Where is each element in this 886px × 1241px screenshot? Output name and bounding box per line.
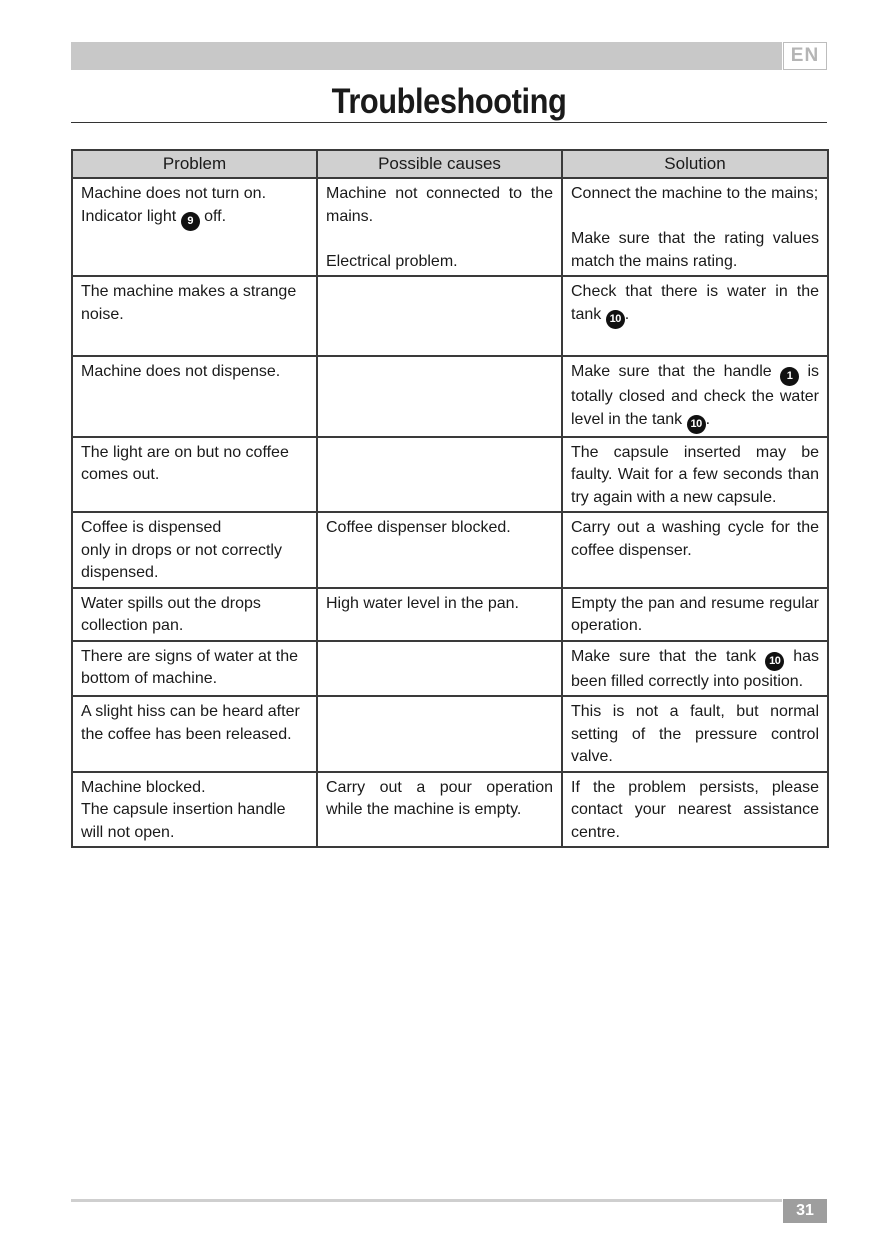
table-row bbox=[72, 356, 828, 437]
problem-cell bbox=[72, 178, 317, 276]
problem-cell bbox=[72, 772, 317, 848]
language-badge: EN bbox=[783, 42, 827, 70]
problem-text: only in drops or not correctly dispensed. bbox=[81, 541, 282, 581]
causes-cell: Coffee dispenser blocked. bbox=[317, 512, 562, 588]
column-header-causes: Possible causes bbox=[317, 150, 562, 178]
problem-cell bbox=[72, 512, 317, 588]
table-row bbox=[72, 588, 828, 641]
page-title: Troubleshooting bbox=[331, 82, 567, 121]
causes-cell: High water level in the pan. bbox=[317, 588, 562, 641]
column-header-solution: Solution bbox=[562, 150, 828, 178]
table-row bbox=[72, 276, 828, 356]
solution-text: Connect the machine to the mains; bbox=[571, 185, 819, 202]
problem-text: Machine does not turn on. bbox=[81, 185, 267, 202]
solution-text: Make sure that the rating values match the mains rating. bbox=[571, 230, 819, 270]
cause-text: Machine not connected to the mains. bbox=[326, 185, 553, 225]
causes-cell bbox=[317, 178, 562, 276]
handle-number-icon: 1 bbox=[780, 367, 799, 386]
problem-text: Coffee is dispensed bbox=[81, 519, 222, 536]
solution-cell: The capsule inserted may be faulty. Wait for a few seconds than try again with a new capsule. bbox=[562, 437, 828, 513]
troubleshooting-table bbox=[71, 149, 829, 848]
tank-number-icon: 10 bbox=[687, 415, 706, 434]
table-row bbox=[72, 641, 828, 697]
cause-text: Electrical problem. bbox=[326, 252, 458, 270]
page-number: 31 bbox=[783, 1199, 827, 1223]
solution-text: Check that there is water in the tank bbox=[571, 283, 819, 323]
solution-text: . bbox=[624, 305, 630, 323]
solution-cell bbox=[562, 178, 828, 276]
footer-divider bbox=[71, 1199, 782, 1202]
problem-cell: Water spills out the drops collection pan. bbox=[72, 588, 317, 641]
causes-cell bbox=[317, 696, 562, 772]
solution-cell bbox=[562, 356, 828, 437]
problem-cell: The light are on but no coffee comes out. bbox=[72, 437, 317, 513]
problem-text: Machine blocked. bbox=[81, 778, 206, 796]
header-bar bbox=[71, 42, 782, 70]
table-row bbox=[72, 512, 828, 588]
causes-cell bbox=[317, 437, 562, 513]
causes-cell bbox=[317, 641, 562, 697]
solution-cell: This is not a fault, but normal setting of the pressure control valve. bbox=[562, 696, 828, 772]
solution-text: is totally closed and check the water level in the tank bbox=[571, 363, 819, 428]
problem-text: Indicator light bbox=[81, 207, 177, 225]
problem-text: off. bbox=[204, 207, 227, 225]
causes-cell bbox=[317, 356, 562, 437]
solution-cell bbox=[562, 641, 828, 697]
table-row bbox=[72, 696, 828, 772]
tank-number-icon: 10 bbox=[606, 310, 625, 329]
solution-text: Make sure that the tank bbox=[571, 647, 757, 665]
problem-cell: There are signs of water at the bottom of machine. bbox=[72, 641, 317, 697]
column-header-problem: Problem bbox=[72, 150, 317, 178]
problem-cell: A slight hiss can be heard after the coffee has been released. bbox=[72, 696, 317, 772]
tank-number-icon: 10 bbox=[765, 652, 784, 671]
solution-cell: Empty the pan and resume regular operation. bbox=[562, 588, 828, 641]
solution-cell: If the problem persists, please contact your nearest assistance centre. bbox=[562, 772, 828, 848]
problem-cell: The machine makes a strange noise. bbox=[72, 276, 317, 356]
solution-cell: Carry out a washing cycle for the coffee dispenser. bbox=[562, 512, 828, 588]
causes-cell: Carry out a pour operation while the machine is empty. bbox=[317, 772, 562, 848]
problem-text: The capsule insertion handle will not open. bbox=[81, 801, 286, 841]
solution-text: has been filled correctly into position. bbox=[571, 647, 819, 690]
solution-cell bbox=[562, 276, 828, 356]
table-header-row bbox=[72, 150, 828, 178]
causes-cell bbox=[317, 276, 562, 356]
table-row bbox=[72, 437, 828, 513]
table-row bbox=[72, 178, 828, 276]
indicator-light-number-icon: 9 bbox=[181, 212, 200, 231]
table-row bbox=[72, 772, 828, 848]
solution-text: . bbox=[705, 410, 711, 428]
solution-text: Make sure that the handle bbox=[571, 363, 772, 380]
title-divider bbox=[71, 122, 827, 123]
problem-cell: Machine does not dispense. bbox=[72, 356, 317, 437]
